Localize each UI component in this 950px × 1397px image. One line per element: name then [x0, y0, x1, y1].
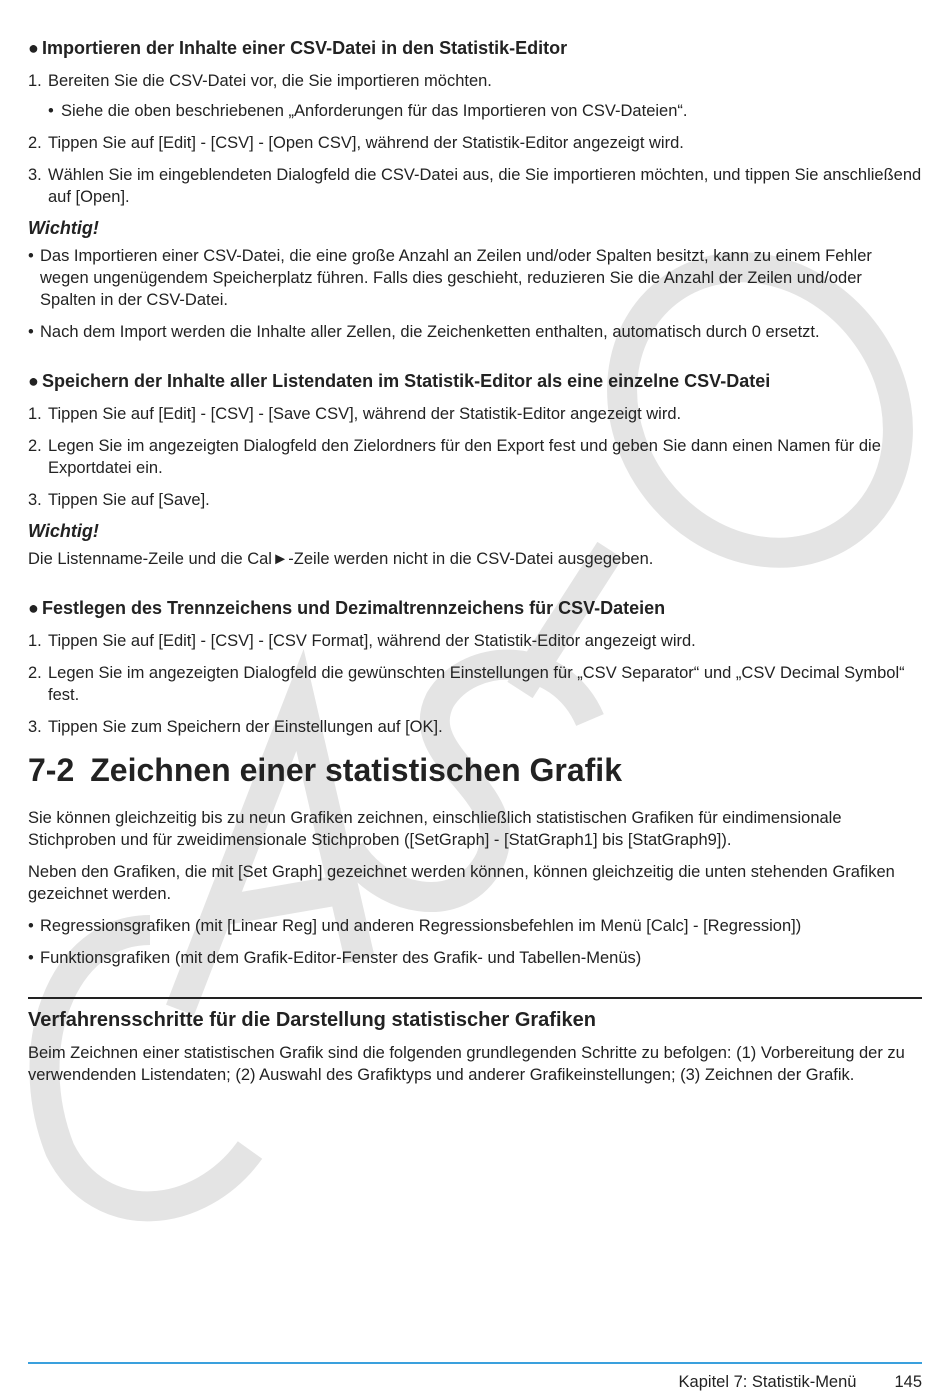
- note-item: [28, 245, 922, 311]
- note-item: [28, 321, 922, 343]
- step-number: 3.: [28, 491, 42, 509]
- step-number: 3.: [28, 166, 42, 184]
- note-text: Das Importieren einer CSV-Datei, die eine große Anzahl an Zeilen und/oder Spalten besitzt, kann zu einem Fehler wegen ungenügendem Speicherplatz führen. Falls dies geschieht, reduzieren Sie die Anzahl der Zeilen und/oder Spalten in der CSV-Datei.: [40, 247, 872, 309]
- note-text: Nach dem Import werden die Inhalte aller Zellen, die Zeichenketten enthalten, automatisch durch 0 ersetzt.: [40, 323, 820, 341]
- step-number: 1.: [28, 72, 42, 90]
- page-number: 145: [894, 1373, 922, 1391]
- section-heading-format: [28, 598, 922, 619]
- step-item: [28, 132, 922, 154]
- step-item: [28, 662, 922, 706]
- paragraph: Neben den Grafiken, die mit [Set Graph] gezeichnet werden können, können gleichzeitig die unten stehenden Grafiken gezeichnet werden.: [28, 863, 895, 903]
- bullet-icon: •: [28, 247, 34, 265]
- section-heading-text: Importieren der Inhalte einer CSV-Datei in den Statistik-Editor: [42, 38, 568, 58]
- section-heading-save: [28, 371, 922, 392]
- bullet-icon: •: [48, 102, 54, 120]
- step-item: [28, 630, 922, 652]
- section-heading-text: Speichern der Inhalte aller Listendaten im Statistik-Editor als eine einzelne CSV-Datei: [42, 371, 771, 391]
- step-text: Bereiten Sie die CSV-Datei vor, die Sie importieren möchten.: [48, 72, 492, 90]
- step-text: Tippen Sie zum Speichern der Einstellungen auf [OK].: [48, 718, 443, 736]
- footer-chapter: Kapitel 7: Statistik-Menü: [678, 1373, 857, 1391]
- step-item: [28, 403, 922, 425]
- step-number: 2.: [28, 134, 42, 152]
- bullet-icon: •: [28, 323, 34, 341]
- footer-divider: [28, 1362, 922, 1364]
- divider: [28, 997, 922, 999]
- step-number: 1.: [28, 405, 42, 423]
- page-content: [28, 38, 922, 1096]
- section-title: Zeichnen einer statistischen Grafik: [90, 752, 622, 788]
- step-number: 2.: [28, 664, 42, 682]
- chapter-section-heading: [28, 752, 922, 789]
- bullet-icon: •: [28, 917, 34, 935]
- step-text: Tippen Sie auf [Edit] - [CSV] - [CSV Format], während der Statistik-Editor angezeigt wird.: [48, 632, 696, 650]
- bullet-icon: •: [28, 949, 34, 967]
- note-text: Die Listenname-Zeile und die Cal►-Zeile werden nicht in die CSV-Datei ausgegeben.: [28, 550, 654, 568]
- important-label: Wichtig!: [28, 521, 99, 541]
- step-number: 1.: [28, 632, 42, 650]
- bullet-icon: ●: [28, 38, 39, 58]
- list-item: [28, 915, 922, 937]
- bullet-icon: ●: [28, 371, 39, 391]
- step-number: 2.: [28, 437, 42, 455]
- step-item: [28, 489, 922, 511]
- step-text: Legen Sie im angezeigten Dialogfeld den Zielordners für den Export fest und geben Sie dann einen Namen für die Exportdatei ein.: [48, 437, 881, 477]
- step-item: [28, 435, 922, 479]
- page-footer: [679, 1373, 922, 1392]
- step-text: Tippen Sie auf [Edit] - [CSV] - [Open CSV], während der Statistik-Editor angezeigt wird.: [48, 134, 684, 152]
- step-text: Legen Sie im angezeigten Dialogfeld die gewünschten Einstellungen für „CSV Separator“ und „CSV Decimal Symbol“ fest.: [48, 664, 905, 704]
- step-number: 3.: [28, 718, 42, 736]
- list-item-text: Funktionsgrafiken (mit dem Grafik-Editor-Fenster des Grafik- und Tabellen-Menüs): [40, 949, 642, 967]
- step-text: Tippen Sie auf [Save].: [48, 491, 210, 509]
- step-item: [28, 164, 922, 208]
- subsection-title: Verfahrensschritte für die Darstellung statistischer Grafiken: [28, 1009, 596, 1031]
- step-item: [28, 70, 922, 92]
- list-item: [28, 947, 922, 969]
- list-item-text: Regressionsgrafiken (mit [Linear Reg] und anderen Regressionsbefehlen im Menü [Calc] - [Regression]): [40, 917, 802, 935]
- bullet-icon: ●: [28, 598, 39, 618]
- section-number: 7-2: [28, 752, 75, 788]
- step-subnote: [48, 100, 922, 122]
- paragraph: Beim Zeichnen einer statistischen Grafik sind die folgenden grundlegenden Schritte zu befolgen: (1) Vorbereitung der zu verwendenden Listendaten; (2) Auswahl des Grafiktyps und anderer Grafikeinstellungen; (3) Zeichnen der Grafik.: [28, 1044, 905, 1084]
- subnote-text: Siehe die oben beschriebenen „Anforderungen für das Importieren von CSV-Dateien“.: [61, 102, 688, 120]
- step-item: [28, 716, 922, 738]
- step-text: Tippen Sie auf [Edit] - [CSV] - [Save CSV], während der Statistik-Editor angezeigt wird.: [48, 405, 682, 423]
- paragraph: Sie können gleichzeitig bis zu neun Grafiken zeichnen, einschließlich statistischen Grafiken für eindimensionale Stichproben und für zweidimensionale Stichproben ([SetGraph] - [StatGraph1] bis [StatGraph9]).: [28, 809, 842, 849]
- section-heading-text: Festlegen des Trennzeichens und Dezimaltrennzeichens für CSV-Dateien: [42, 598, 666, 618]
- step-text: Wählen Sie im eingeblendeten Dialogfeld die CSV-Datei aus, die Sie importieren möchten, und tippen Sie anschließend auf [Open].: [48, 166, 922, 206]
- section-heading-import: [28, 38, 922, 59]
- important-label: Wichtig!: [28, 218, 99, 238]
